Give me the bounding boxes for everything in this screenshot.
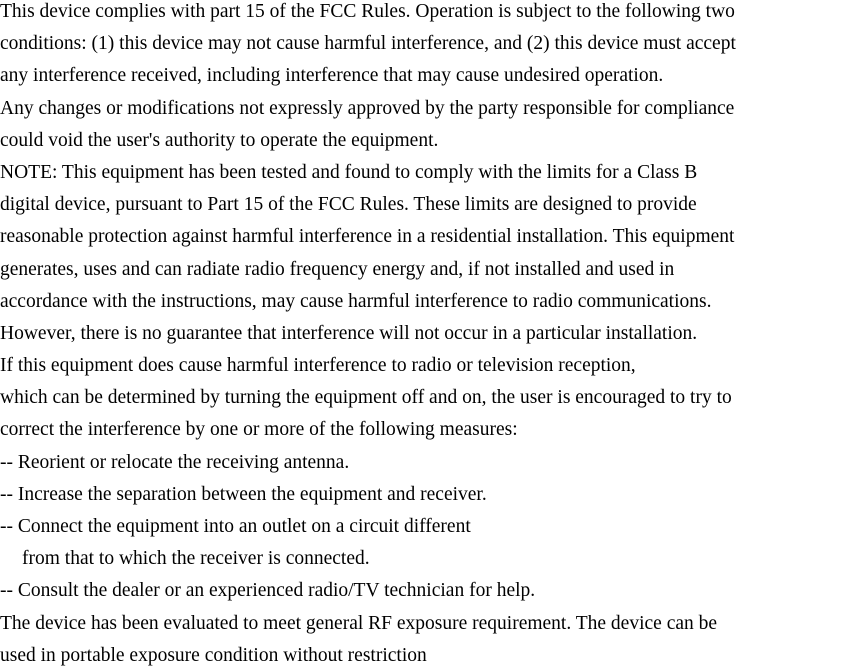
measure-item: -- Increase the separation between the equipment and receiver. [0, 483, 487, 505]
text-line: This device complies with part 15 of the FCC Rules. Operation is subject to the following two [0, 1, 735, 22]
measure-item: -- Consult the dealer or an experienced radio/TV technician for help. [0, 580, 536, 602]
text-line: NOTE: This equipment has been tested and found to comply with the limits for a Class B [0, 161, 698, 183]
measure-item-continuation: from that to which the receiver is connected. [22, 548, 370, 570]
text-line: used in portable exposure condition without restriction [0, 644, 427, 666]
text-line: could void the user's authority to operate the equipment. [0, 129, 439, 151]
text-line: reasonable protection against harmful interference in a residential installation. This equipment [0, 226, 735, 248]
text-line: digital device, pursuant to Part 15 of the FCC Rules. These limits are designed to provide [0, 194, 697, 216]
text-line: Any changes or modifications not expressly approved by the party responsible for compliance [0, 97, 735, 119]
text-line: If this equipment does cause harmful interference to radio or television reception, [0, 355, 636, 377]
measure-item: -- Reorient or relocate the receiving antenna. [0, 451, 350, 473]
text-line: However, there is no guarantee that interference will not occur in a particular installation. [0, 322, 698, 344]
text-line: The device has been evaluated to meet general RF exposure requirement. The device can be [0, 612, 718, 634]
text-line: which can be determined by turning the equipment off and on, the user is encouraged to try to [0, 387, 732, 409]
text-line: generates, uses and can radiate radio frequency energy and, if not installed and used in [0, 258, 675, 280]
text-line: accordance with the instructions, may cause harmful interference to radio communications. [0, 290, 712, 312]
measure-item: -- Connect the equipment into an outlet on a circuit different [0, 516, 471, 537]
text-line: correct the interference by one or more of the following measures: [0, 419, 518, 441]
text-line: any interference received, including interference that may cause undesired operation. [0, 65, 664, 87]
text-line: conditions: (1) this device may not cause harmful interference, and (2) this device must accept [0, 33, 736, 55]
